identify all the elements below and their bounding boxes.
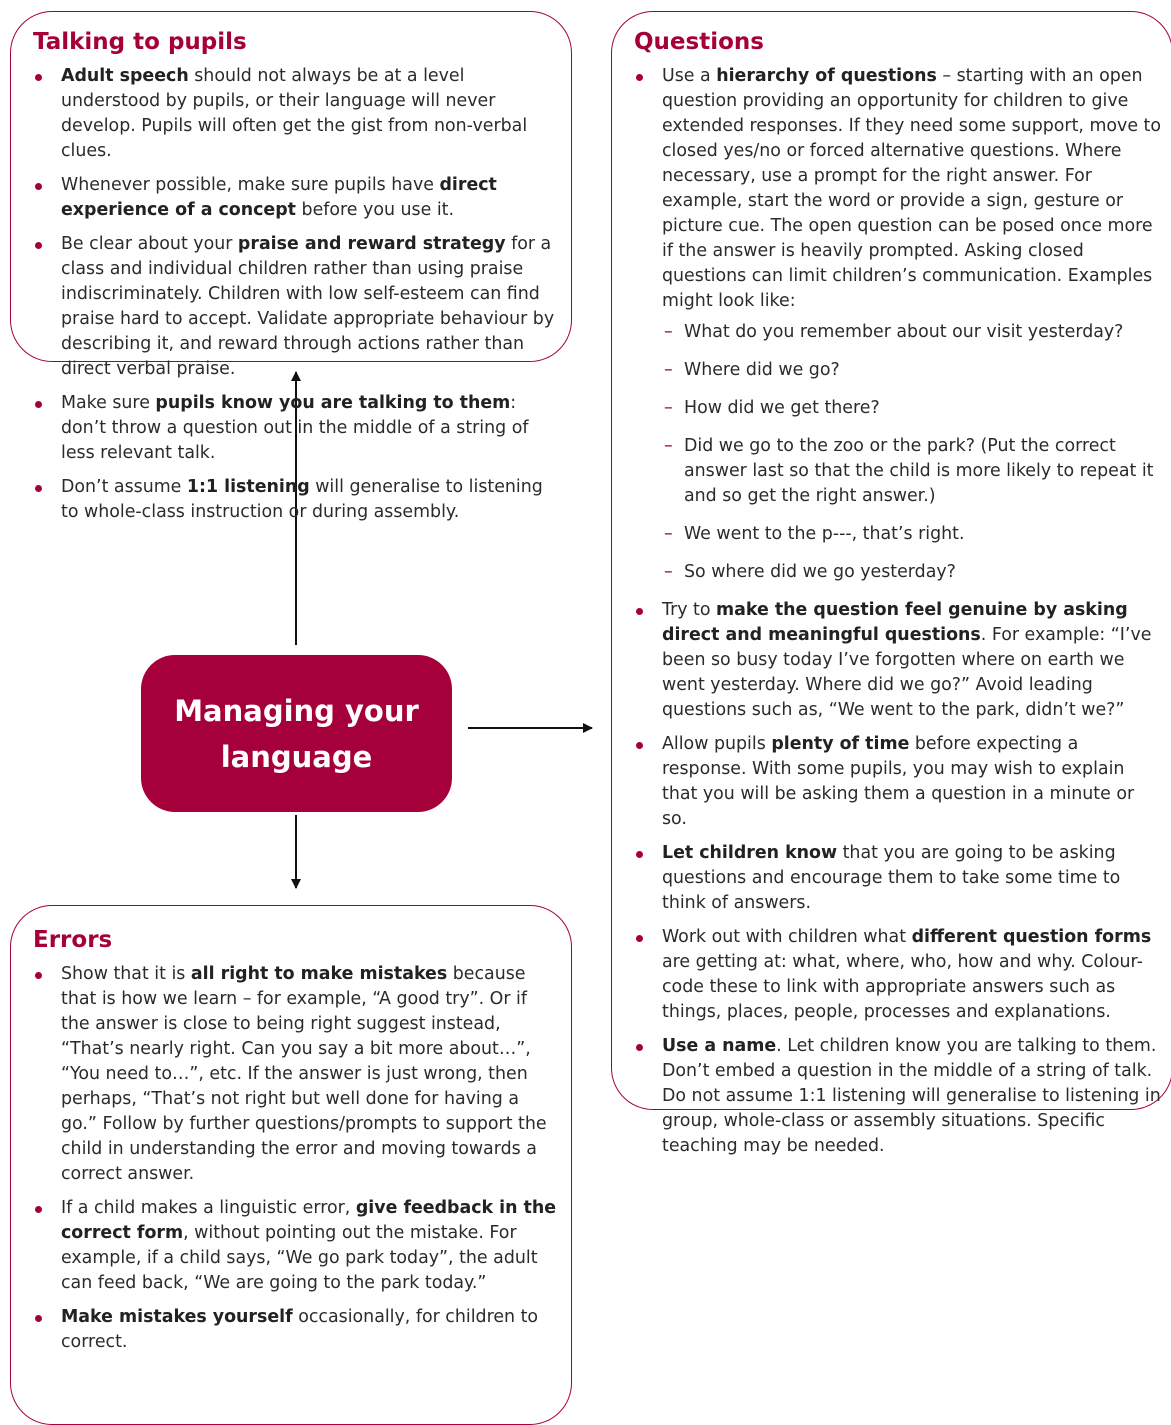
list-item: If a child makes a linguistic error, give feedback in the correct form, without pointing out the mistake. For example, if a child says, “We go park today”, the adult can feed back, “We are going to the park today.” xyxy=(33,1196,557,1296)
list-item: Be clear about your praise and reward strategy for a class and individual children rather than using praise indiscriminately. Children with low self-esteem can find praise hard to accept. Validate appropriate behaviour by describing it, and reward through actions rather than direct verbal praise. xyxy=(33,232,559,382)
example-question: – So where did we go yesterday? xyxy=(662,560,1162,585)
list-item: Adult speech should not always be at a level understood by pupils, or their language will never develop. Pupils will often get the gist from non-verbal clues. xyxy=(33,64,559,164)
questions-list xyxy=(634,64,1162,585)
list-item: Make sure pupils know you are talking to them: don’t throw a question out in the middle of a string of less relevant talk. xyxy=(33,391,559,466)
central-topic-title: Managing your language xyxy=(174,693,419,774)
questions-heading: Questions xyxy=(634,29,764,55)
example-question: – How did we get there? xyxy=(662,396,1162,421)
list-item: Use a hierarchy of questions – starting with an open question providing an opportunity for children to give extended responses. If they need some support, move to closed yes/no or forced alternative questions. Where necessary, use a prompt for the right answer. For example, start the word or provide a sign, gesture or picture cue. The open question can be posed once more if the answer is heavily prompted. Asking closed questions can limit children’s communication. Examples might look like: – What do you remember about our visit yesterday? – Where did we go? – How did we get there? – Did we go to the zoo or the park? (Put the correct answer last so that the child is more likely to repeat it and so get the right answer.) – We went to the p---, that’s right. – So where did we go yesterday? xyxy=(634,64,1162,585)
questions-box xyxy=(611,11,1171,1156)
talking-to-pupils-box xyxy=(10,11,572,522)
questions-more-list xyxy=(634,598,1162,1159)
example-question: – We went to the p---, that’s right. xyxy=(662,522,1162,547)
list-item: Try to make the question feel genuine by asking direct and meaningful questions. For example: “I’ve been so busy today I’ve forgotten where on earth we went yesterday. Where did we go?” Avoid leading questions such as, “We went to the park, didn’t we?” xyxy=(634,598,1162,723)
talking-heading: Talking to pupils xyxy=(33,29,247,55)
example-question: – Where did we go? xyxy=(662,358,1162,383)
example-question: – What do you remember about our visit yesterday? xyxy=(662,320,1162,345)
list-item: Let children know that you are going to be asking questions and encourage them to take some time to think of answers. xyxy=(634,841,1162,916)
errors-box xyxy=(10,905,572,1425)
errors-list xyxy=(33,962,557,1355)
list-item: Work out with children what different question forms are getting at: what, where, who, how and why. Colour-code these to link with appropriate answers such as things, places, people, processes and explanations. xyxy=(634,925,1162,1025)
list-item: Show that it is all right to make mistakes because that is how we learn – for example, “A good try”. Or if the answer is close to being right suggest instead, “That’s nearly right. Can you say a bit more about…”, “You need to…”, etc. If the answer is just wrong, then perhaps, “That’s not right but well done for having a go.” Follow by further questions/prompts to support the child in understanding the error and moving towards a correct answer. xyxy=(33,962,557,1187)
list-item: Whenever possible, make sure pupils have direct experience of a concept before you use it. xyxy=(33,173,559,223)
errors-heading: Errors xyxy=(33,927,113,953)
list-item: Make mistakes yourself occasionally, for children to correct. xyxy=(33,1305,557,1355)
list-item: Don’t assume 1:1 listening will generalise to listening to whole-class instruction or during assembly. xyxy=(33,475,559,525)
list-item: Use a name. Let children know you are talking to them. Don’t embed a question in the middle of a string of talk. Do not assume 1:1 listening will generalise to listening in group, whole-class or assembly situations. Specific teaching may be needed. xyxy=(634,1034,1162,1159)
central-topic-box xyxy=(141,655,452,812)
example-questions-list xyxy=(662,320,1162,585)
example-question: – Did we go to the zoo or the park? (Put the correct answer last so that the child is more likely to repeat it and so get the right answer.) xyxy=(662,434,1162,509)
talking-list xyxy=(33,64,559,525)
list-item: Allow pupils plenty of time before expecting a response. With some pupils, you may wish to explain that you will be asking them a question in a minute or so. xyxy=(634,732,1162,832)
